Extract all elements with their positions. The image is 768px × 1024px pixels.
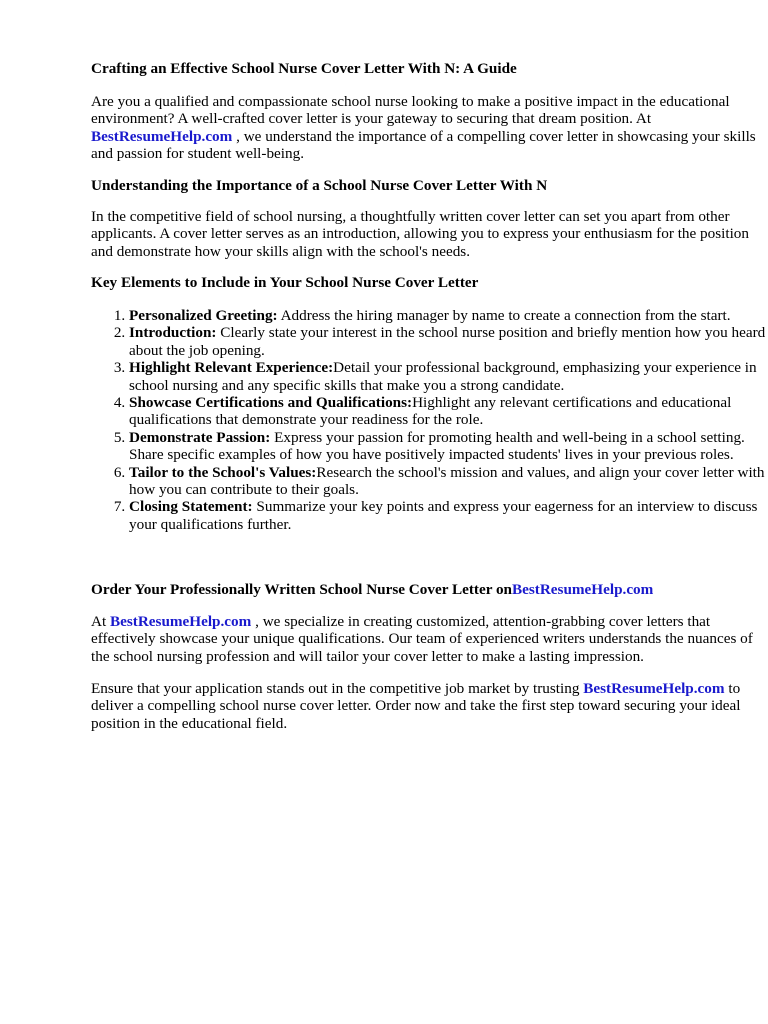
order-text-after: , we specialize in creating customized, attention-grabbing cover letters that effectively showcase your unique qualifications. Our team of experienced writers understands the nuances of the school nursing profession and will tailor your cover letter to make a lasting impression. [91,613,753,665]
list-item-text: Address the hiring manager by name to create a connection from the start. [277,307,731,324]
intro-paragraph [91,93,761,163]
list-item [129,394,768,429]
list-item-label: Personalized Greeting: [129,307,278,324]
list-item-text: Express your passion for promoting health and well-being in a school setting. Share specific examples of how you have positively impacted students' lives in your previous roles. [129,428,745,464]
list-item-label: Showcase Certifications and Qualifications: [129,394,413,412]
list-item-text: Highlight any relevant certifications and educational qualifications that demonstrate your readiness for the role. [129,394,732,429]
key-elements-list [91,307,768,533]
list-item [129,359,768,394]
list-item-text: Research the school's mission and values, and align your cover letter with how you can contribute to their goals. [129,463,765,499]
intro-text-after: , we understand the importance of a compelling cover letter in showcasing your skills and passion for student well-being. [91,127,756,163]
list-item-text: Summarize your key points and express your eagerness for an interview to discuss your qualifications further. [129,498,758,533]
bestresumehelp-link[interactable]: BestResumeHelp.com [512,581,654,598]
document-title: Crafting an Effective School Nurse Cover Letter With N: A Guide [91,60,517,77]
order-heading-text: Order Your Professionally Written School Nurse Cover Letter on [91,581,512,598]
intro-text-before: Are you a qualified and compassionate school nurse looking to make a positive impact in the educational environment? A well-crafted cover letter is your gateway to securing that dream position. At [91,93,730,128]
list-item-label: Demonstrate Passion: [129,428,271,446]
order-text-before: At [91,613,110,630]
list-item [129,307,768,324]
order-text-after: to deliver a compelling school nurse cover letter. Order now and take the first step toward securing your ideal position in the educational field. [91,680,741,732]
list-item-label: Highlight Relevant Experience: [129,359,334,377]
order-text-before: Ensure that your application stands out in the competitive job market by trusting [91,680,584,697]
list-item-label: Tailor to the School's Values: [129,463,317,481]
list-item-text: Clearly state your interest in the school nurse position and briefly mention how you heard about the job opening. [129,324,766,359]
order-paragraph-1 [91,613,761,665]
list-item [129,498,768,533]
bestresumehelp-link[interactable]: BestResumeHelp.com [583,680,725,697]
list-item [129,429,768,464]
order-paragraph-2 [91,680,761,732]
bestresumehelp-link[interactable]: BestResumeHelp.com [91,127,233,145]
importance-heading: Understanding the Importance of a School Nurse Cover Letter With N [91,177,548,194]
list-item-label: Closing Statement: [129,498,253,516]
bestresumehelp-link[interactable]: BestResumeHelp.com [109,613,252,630]
key-elements-heading: Key Elements to Include in Your School Nurse Cover Letter [91,274,479,291]
order-heading [91,581,653,598]
list-item-text: Detail your professional background, emphasizing your experience in school nursing and any specific skills that make you a strong candidate. [129,359,757,394]
list-item-label: Introduction: [129,324,217,342]
list-item [129,464,768,499]
importance-paragraph: In the competitive field of school nursing, a thoughtfully written cover letter can set you apart from other applicants. A cover letter serves as an introduction, allowing you to express your enthusiasm for the position and demonstrate how your skills align with the school's needs. [91,208,749,260]
list-item [129,324,768,359]
